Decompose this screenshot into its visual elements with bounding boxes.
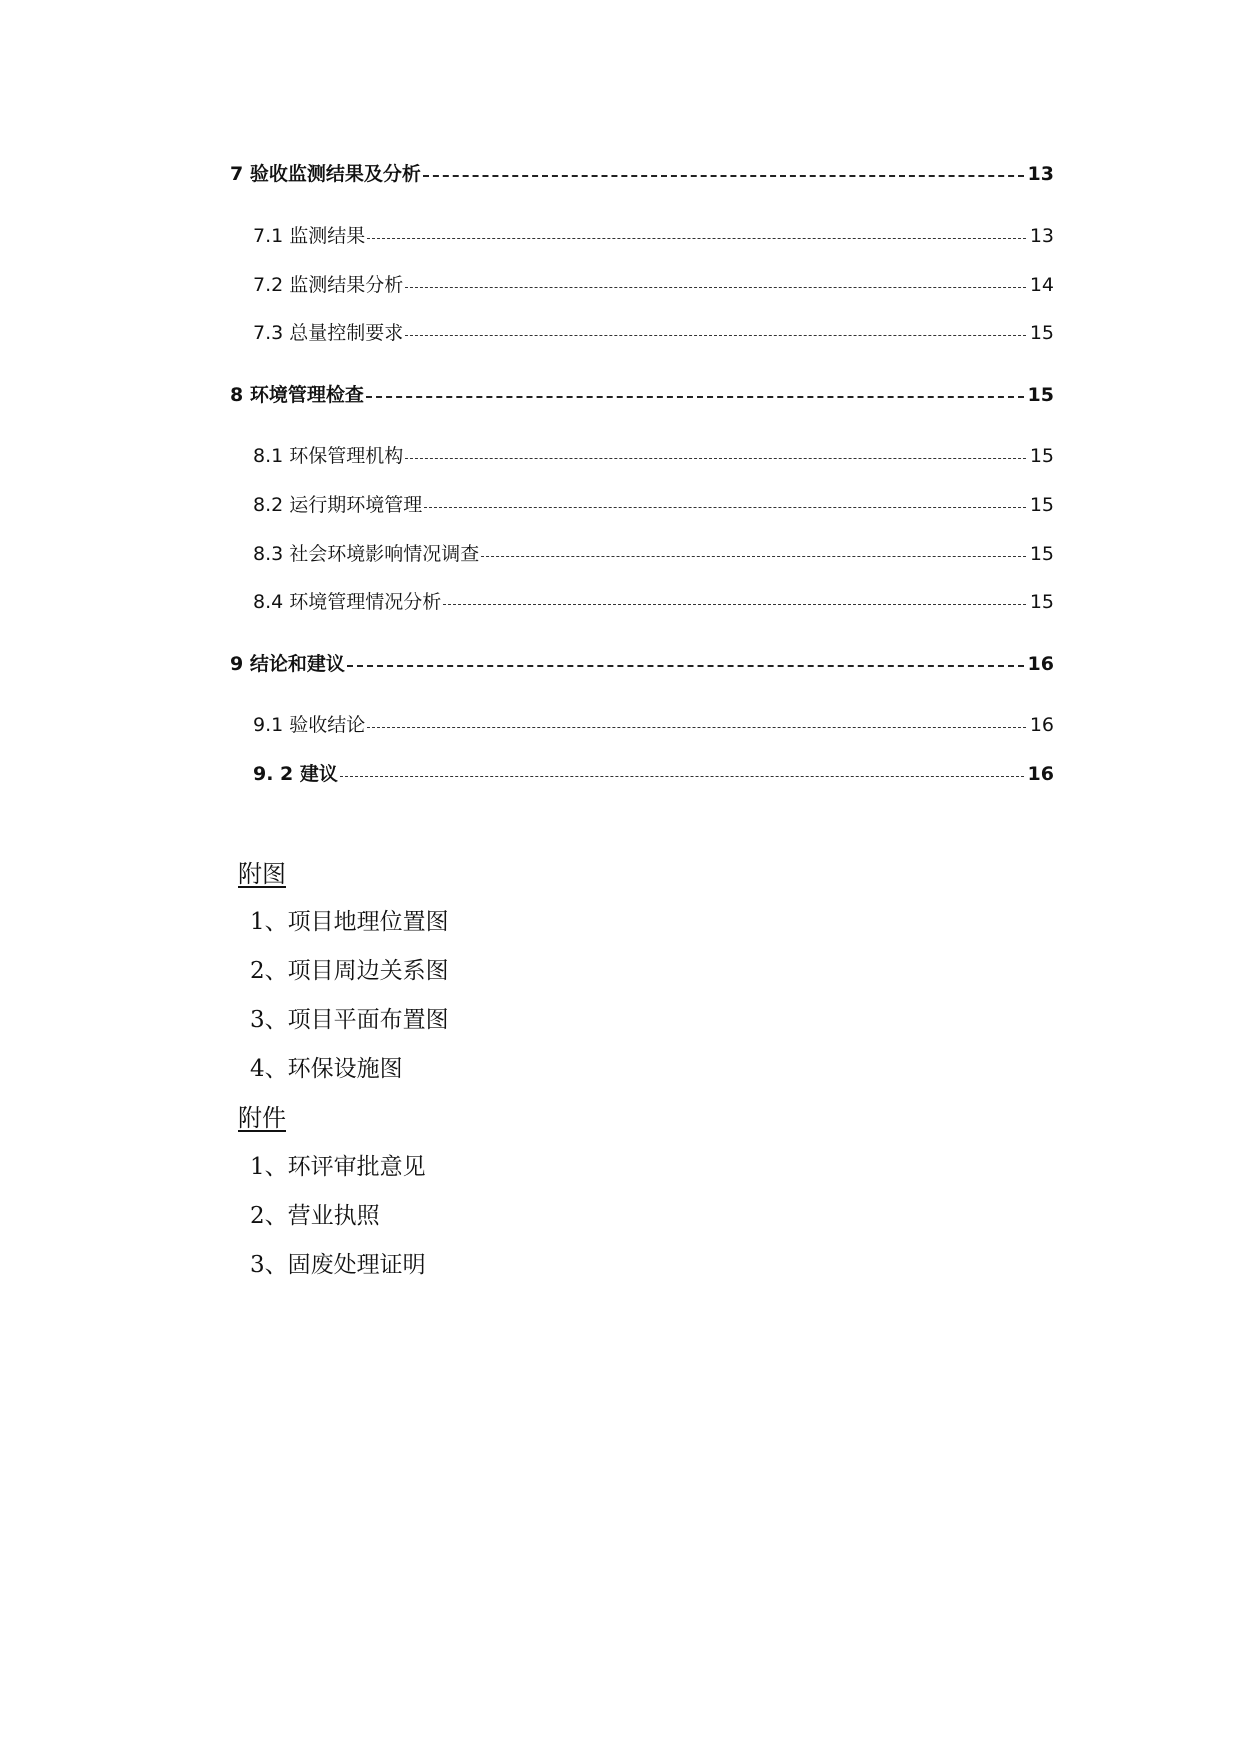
- toc-entry-7-3[interactable]: [253, 318, 1054, 348]
- toc-entry-label: 8.4 环境管理情况分析: [253, 591, 442, 613]
- toc-entry-label: 7.3 总量控制要求: [253, 322, 404, 344]
- toc-page-number: 16: [1027, 763, 1054, 785]
- toc-page-number: 15: [1029, 322, 1054, 344]
- toc-entry-9-1[interactable]: [253, 710, 1054, 740]
- toc-dot-leader: [405, 458, 1026, 459]
- toc-dot-leader: [423, 175, 1024, 177]
- toc-page-number: 14: [1029, 274, 1054, 296]
- toc-page-number: 15: [1029, 445, 1054, 467]
- figure-item: 4、环保设施图: [250, 1056, 403, 1082]
- attachment-item: 2、营业执照: [250, 1203, 380, 1229]
- toc-page-number: 16: [1029, 714, 1054, 736]
- toc-dot-leader: [366, 396, 1024, 398]
- toc-entry-label: 7.2 监测结果分析: [253, 274, 404, 296]
- toc-entry-8[interactable]: [230, 380, 1054, 410]
- toc-entry-label: 9. 2 建议: [253, 763, 338, 785]
- toc-dot-leader: [405, 287, 1026, 288]
- toc-page-number: 13: [1027, 163, 1054, 185]
- toc-entry-8-4[interactable]: [253, 587, 1054, 617]
- toc-entry-label: 8.2 运行期环境管理: [253, 494, 423, 516]
- toc-entry-7[interactable]: [230, 159, 1054, 189]
- toc-entry-label: 8.1 环保管理机构: [253, 445, 404, 467]
- toc-entry-7-2[interactable]: [253, 270, 1054, 300]
- toc-dot-leader: [405, 335, 1026, 336]
- toc-entry-label: 7.1 监测结果: [253, 225, 366, 247]
- toc-dot-leader: [424, 507, 1026, 508]
- toc-entry-label: 8 环境管理检查: [230, 384, 364, 406]
- toc-entry-label: 7 验收监测结果及分析: [230, 163, 421, 185]
- figure-item: 2、项目周边关系图: [250, 958, 449, 984]
- toc-entry-8-2[interactable]: [253, 490, 1054, 520]
- attachments-heading: 附件: [238, 1104, 286, 1132]
- figure-item: 3、项目平面布置图: [250, 1007, 449, 1033]
- toc-entry-label: 9 结论和建议: [230, 653, 345, 675]
- toc-dot-leader: [347, 665, 1024, 667]
- toc-page-number: 13: [1029, 225, 1054, 247]
- toc-dot-leader: [340, 776, 1024, 777]
- attachment-item: 3、固废处理证明: [250, 1252, 426, 1278]
- figure-item: 1、项目地理位置图: [250, 909, 449, 935]
- toc-entry-label: 9.1 验收结论: [253, 714, 366, 736]
- toc-page-number: 15: [1029, 494, 1054, 516]
- toc-entry-9[interactable]: [230, 649, 1054, 679]
- toc-page-number: 15: [1027, 384, 1054, 406]
- toc-dot-leader: [367, 727, 1026, 728]
- figures-heading: 附图: [238, 860, 286, 888]
- toc-entry-label: 8.3 社会环境影响情况调查: [253, 543, 480, 565]
- toc-page-number: 15: [1029, 591, 1054, 613]
- toc-dot-leader: [367, 238, 1026, 239]
- toc-entry-8-3[interactable]: [253, 539, 1054, 569]
- toc-dot-leader: [443, 604, 1026, 605]
- toc-entry-7-1[interactable]: [253, 221, 1054, 251]
- toc-page-number: 16: [1027, 653, 1054, 675]
- toc-entry-9-2[interactable]: [253, 759, 1054, 789]
- toc-dot-leader: [481, 556, 1026, 557]
- toc-entry-8-1[interactable]: [253, 441, 1054, 471]
- attachment-item: 1、环评审批意见: [250, 1154, 426, 1180]
- toc-page-number: 15: [1029, 543, 1054, 565]
